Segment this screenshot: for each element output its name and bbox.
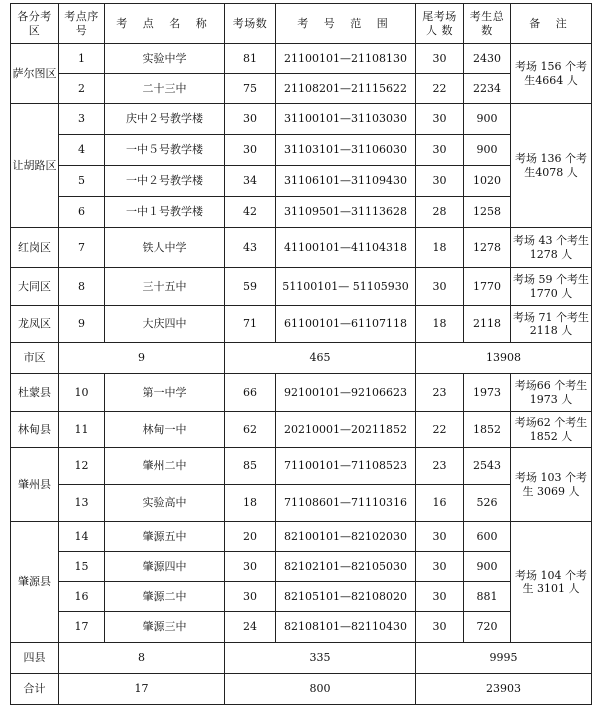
table-row <box>11 104 592 135</box>
header-note: 备 注 <box>511 4 592 44</box>
note-cell: 考场 136 个考生4078 人 <box>511 104 592 228</box>
summary-label: 四县 <box>11 643 59 674</box>
rooms-cell: 30 <box>225 135 276 166</box>
summary-students: 13908 <box>416 343 592 374</box>
rooms-cell: 18 <box>225 485 276 522</box>
rooms-cell: 62 <box>225 412 276 448</box>
range-cell: 31103101—31106030 <box>276 135 416 166</box>
summary-sites: 17 <box>59 674 225 705</box>
rooms-cell: 34 <box>225 166 276 197</box>
total-cell: 720 <box>464 612 511 643</box>
note-cell: 考场 43 个考生1278 人 <box>511 228 592 268</box>
total-cell: 1258 <box>464 197 511 228</box>
summary-row-counties <box>11 643 592 674</box>
header-area: 各分考区 <box>11 4 59 44</box>
rooms-cell: 75 <box>225 74 276 104</box>
header-row <box>11 4 592 44</box>
table-row <box>11 197 592 228</box>
table-row <box>11 44 592 74</box>
area-cell: 林甸县 <box>11 412 59 448</box>
note-cell: 考场 103 个考生 3069 人 <box>511 448 592 522</box>
site-cell: 二十三中 <box>105 74 225 104</box>
table-row <box>11 412 592 448</box>
seq-cell: 8 <box>59 268 105 306</box>
header-total: 考生总数 <box>464 4 511 44</box>
site-cell: 三十五中 <box>105 268 225 306</box>
tail-cell: 30 <box>416 582 464 612</box>
rooms-cell: 43 <box>225 228 276 268</box>
header-rooms: 考场数 <box>225 4 276 44</box>
rooms-cell: 30 <box>225 104 276 135</box>
total-cell: 1852 <box>464 412 511 448</box>
total-cell: 900 <box>464 552 511 582</box>
rooms-cell: 71 <box>225 306 276 343</box>
tail-cell: 18 <box>416 306 464 343</box>
site-cell: 实验高中 <box>105 485 225 522</box>
rooms-cell: 81 <box>225 44 276 74</box>
table-row <box>11 268 592 306</box>
total-cell: 1770 <box>464 268 511 306</box>
table-row <box>11 374 592 412</box>
tail-cell: 30 <box>416 268 464 306</box>
range-cell: 51100101— 51105930 <box>276 268 416 306</box>
seq-cell: 11 <box>59 412 105 448</box>
area-cell: 肇州县 <box>11 448 59 522</box>
tail-cell: 30 <box>416 522 464 552</box>
table-row <box>11 306 592 343</box>
summary-label: 合计 <box>11 674 59 705</box>
total-cell: 900 <box>464 135 511 166</box>
rooms-cell: 66 <box>225 374 276 412</box>
seq-cell: 9 <box>59 306 105 343</box>
total-cell: 1973 <box>464 374 511 412</box>
site-cell: 肇源四中 <box>105 552 225 582</box>
range-cell: 41100101—41104318 <box>276 228 416 268</box>
seq-cell: 16 <box>59 582 105 612</box>
rooms-cell: 42 <box>225 197 276 228</box>
seq-cell: 5 <box>59 166 105 197</box>
summary-label: 市区 <box>11 343 59 374</box>
total-cell: 1020 <box>464 166 511 197</box>
seq-cell: 17 <box>59 612 105 643</box>
exam-allocation-table-wrapper <box>10 3 592 705</box>
note-cell: 考场 59 个考生1770 人 <box>511 268 592 306</box>
table-row <box>11 612 592 643</box>
summary-rooms: 335 <box>225 643 416 674</box>
header-seq: 考点序号 <box>59 4 105 44</box>
tail-cell: 18 <box>416 228 464 268</box>
header-range: 考 号 范 围 <box>276 4 416 44</box>
tail-cell: 30 <box>416 612 464 643</box>
seq-cell: 1 <box>59 44 105 74</box>
rooms-cell: 24 <box>225 612 276 643</box>
summary-row-overall <box>11 674 592 705</box>
table-row <box>11 448 592 485</box>
range-cell: 31109501—31113628 <box>276 197 416 228</box>
tail-cell: 28 <box>416 197 464 228</box>
range-cell: 82105101—82108020 <box>276 582 416 612</box>
summary-rooms: 465 <box>225 343 416 374</box>
area-cell: 红岗区 <box>11 228 59 268</box>
range-cell: 71100101—71108523 <box>276 448 416 485</box>
seq-cell: 4 <box>59 135 105 166</box>
summary-students: 9995 <box>416 643 592 674</box>
site-cell: 肇源三中 <box>105 612 225 643</box>
site-cell: 大庆四中 <box>105 306 225 343</box>
summary-row-city <box>11 343 592 374</box>
site-cell: 一中５号教学楼 <box>105 135 225 166</box>
seq-cell: 3 <box>59 104 105 135</box>
summary-sites: 9 <box>59 343 225 374</box>
table-row <box>11 552 592 582</box>
tail-cell: 30 <box>416 104 464 135</box>
table-row <box>11 166 592 197</box>
table-row <box>11 228 592 268</box>
tail-cell: 22 <box>416 412 464 448</box>
range-cell: 82108101—82110430 <box>276 612 416 643</box>
area-cell: 萨尔图区 <box>11 44 59 104</box>
summary-students: 23903 <box>416 674 592 705</box>
range-cell: 21100101—21108130 <box>276 44 416 74</box>
header-tail: 尾考场人 数 <box>416 4 464 44</box>
range-cell: 82102101—82105030 <box>276 552 416 582</box>
range-cell: 61100101—61107118 <box>276 306 416 343</box>
total-cell: 2430 <box>464 44 511 74</box>
range-cell: 31100101—31103030 <box>276 104 416 135</box>
tail-cell: 16 <box>416 485 464 522</box>
area-cell: 大同区 <box>11 268 59 306</box>
site-cell: 一中１号教学楼 <box>105 197 225 228</box>
table-row <box>11 522 592 552</box>
site-cell: 庆中２号教学楼 <box>105 104 225 135</box>
note-cell: 考场 71 个考生2118 人 <box>511 306 592 343</box>
tail-cell: 30 <box>416 166 464 197</box>
seq-cell: 12 <box>59 448 105 485</box>
range-cell: 31106101—31109430 <box>276 166 416 197</box>
range-cell: 71108601—71110316 <box>276 485 416 522</box>
total-cell: 900 <box>464 104 511 135</box>
tail-cell: 30 <box>416 44 464 74</box>
rooms-cell: 85 <box>225 448 276 485</box>
seq-cell: 2 <box>59 74 105 104</box>
site-cell: 第一中学 <box>105 374 225 412</box>
seq-cell: 14 <box>59 522 105 552</box>
area-cell: 龙凤区 <box>11 306 59 343</box>
site-cell: 林甸一中 <box>105 412 225 448</box>
rooms-cell: 20 <box>225 522 276 552</box>
note-cell: 考场66 个考生 1973 人 <box>511 374 592 412</box>
area-cell: 让胡路区 <box>11 104 59 228</box>
area-cell: 肇源县 <box>11 522 59 643</box>
site-cell: 铁人中学 <box>105 228 225 268</box>
table-row <box>11 582 592 612</box>
total-cell: 2118 <box>464 306 511 343</box>
site-cell: 实验中学 <box>105 44 225 74</box>
note-cell: 考场 156 个考生4664 人 <box>511 44 592 104</box>
range-cell: 82100101—82102030 <box>276 522 416 552</box>
rooms-cell: 30 <box>225 582 276 612</box>
tail-cell: 23 <box>416 448 464 485</box>
note-cell: 考场 104 个考生 3101 人 <box>511 522 592 643</box>
seq-cell: 15 <box>59 552 105 582</box>
table-row <box>11 485 592 522</box>
tail-cell: 23 <box>416 374 464 412</box>
tail-cell: 30 <box>416 552 464 582</box>
range-cell: 21108201—21115622 <box>276 74 416 104</box>
site-cell: 肇源五中 <box>105 522 225 552</box>
rooms-cell: 30 <box>225 552 276 582</box>
summary-rooms: 800 <box>225 674 416 705</box>
table-row <box>11 74 592 104</box>
site-cell: 肇源二中 <box>105 582 225 612</box>
area-cell: 杜蒙县 <box>11 374 59 412</box>
total-cell: 881 <box>464 582 511 612</box>
tail-cell: 22 <box>416 74 464 104</box>
total-cell: 526 <box>464 485 511 522</box>
total-cell: 2543 <box>464 448 511 485</box>
site-cell: 一中２号教学楼 <box>105 166 225 197</box>
note-cell: 考场62 个考生 1852 人 <box>511 412 592 448</box>
range-cell: 92100101—92106623 <box>276 374 416 412</box>
exam-allocation-table <box>10 3 592 705</box>
seq-cell: 7 <box>59 228 105 268</box>
header-site: 考 点 名 称 <box>105 4 225 44</box>
total-cell: 2234 <box>464 74 511 104</box>
summary-sites: 8 <box>59 643 225 674</box>
range-cell: 20210001—20211852 <box>276 412 416 448</box>
seq-cell: 13 <box>59 485 105 522</box>
site-cell: 肇州二中 <box>105 448 225 485</box>
total-cell: 600 <box>464 522 511 552</box>
tail-cell: 30 <box>416 135 464 166</box>
table-row <box>11 135 592 166</box>
total-cell: 1278 <box>464 228 511 268</box>
seq-cell: 6 <box>59 197 105 228</box>
seq-cell: 10 <box>59 374 105 412</box>
rooms-cell: 59 <box>225 268 276 306</box>
